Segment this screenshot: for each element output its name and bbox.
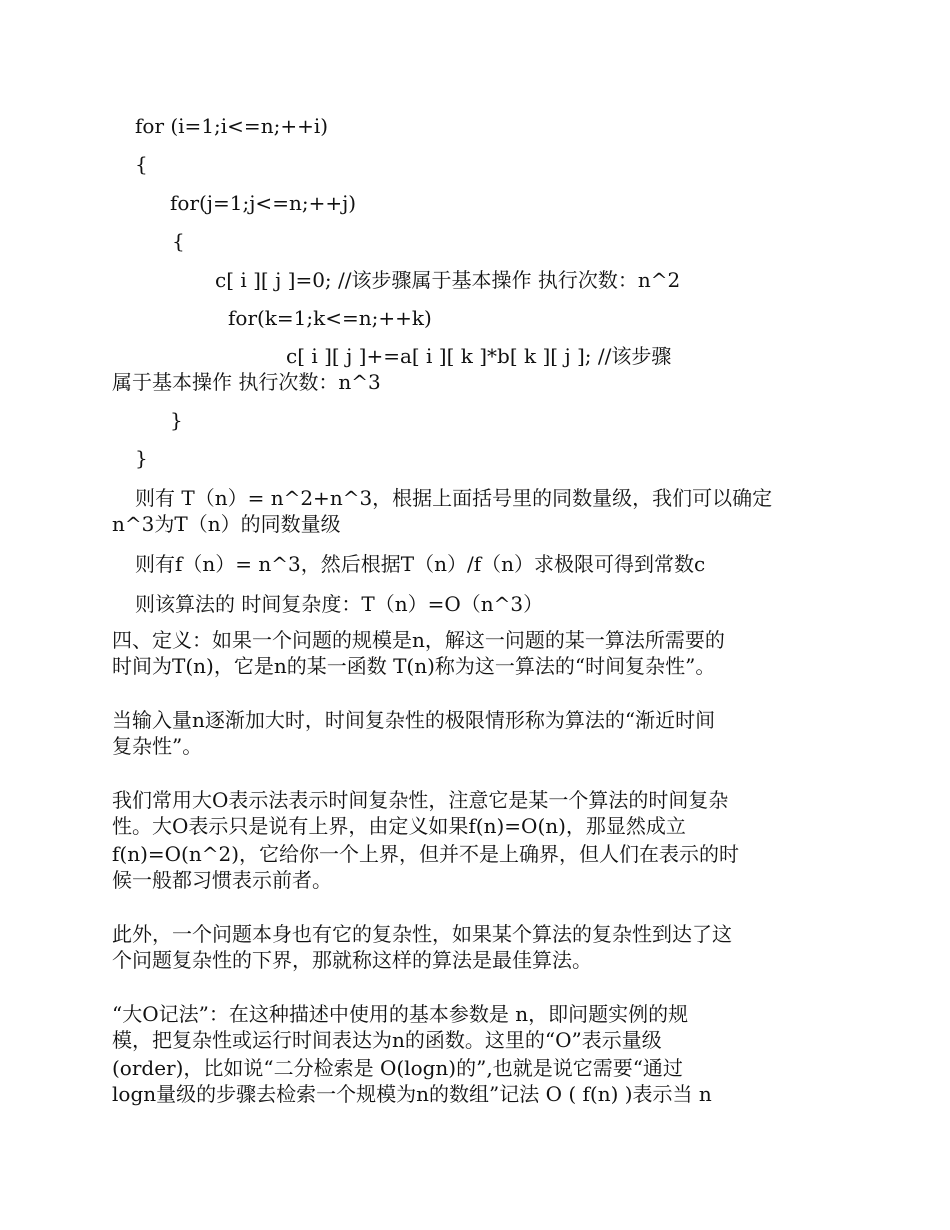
analysis-paragraph-line-2: n^3为T（n）的同数量级	[112, 512, 341, 536]
code-line-outer-for: for (i=1;i<=n;++i)	[135, 114, 329, 138]
definition-line-2: 时间为T(n)，它是n的某一函数 T(n)称为这一算法的“时间复杂性”。	[112, 654, 716, 678]
code-line-middle-for: for(j=1;j<=n;++j)	[170, 191, 357, 215]
code-line-accumulate-statement: c[ i ][ j ]+=a[ i ][ k ]*b[ k ][ j ]; //该步骤	[286, 344, 672, 368]
big-o-notation-line-1: “大O记法”：在这种描述中使用的基本参数是 n，即问题实例的规	[112, 1002, 689, 1026]
code-line-accumulate-comment-wrap: 属于基本操作 执行次数：n^3	[112, 370, 381, 394]
code-line-close-brace-outer: }	[135, 446, 148, 470]
analysis-f-definition: 则有f（n）= n^3，然后根据T（n）/f（n）求极限可得到常数c	[135, 552, 706, 576]
analysis-paragraph-line-1: 则有 T（n）= n^2+n^3，根据上面括号里的同数量级，我们可以确定	[135, 486, 773, 510]
optimal-algorithm-line-1: 此外，一个问题本身也有它的复杂性，如果某个算法的复杂性到达了这	[112, 922, 732, 946]
asymptotic-line-1: 当输入量n逐渐加大时，时间复杂性的极限情形称为算法的“渐近时间	[112, 708, 716, 732]
code-line-inner-for: for(k=1;k<=n;++k)	[228, 306, 432, 330]
code-line-init-statement: c[ i ][ j ]=0; //该步骤属于基本操作 执行次数：n^2	[215, 268, 681, 292]
big-o-notation-line-4: logn量级的步骤去检索一个规模为n的数组”记法 O ( f(n) )表示当 n	[112, 1082, 712, 1106]
code-line-open-brace-outer: {	[135, 152, 148, 176]
big-o-notation-line-3: (order)，比如说“二分检索是 O(logn)的”,也就是说它需要“通过	[112, 1056, 683, 1080]
big-o-notation-line-2: 模，把复杂性或运行时间表达为n的函数。这里的“O”表示量级	[112, 1028, 662, 1052]
asymptotic-line-2: 复杂性”。	[112, 734, 203, 758]
big-o-line-2: 性。大O表示只是说有上界，由定义如果f(n)=O(n)，那显然成立	[112, 814, 686, 838]
big-o-line-1: 我们常用大O表示法表示时间复杂性，注意它是某一个算法的时间复杂	[112, 788, 729, 812]
code-line-close-brace-middle: }	[170, 408, 183, 432]
definition-line-1: 四、定义：如果一个问题的规模是n，解这一问题的某一算法所需要的	[112, 628, 725, 652]
code-line-open-brace-middle: {	[172, 229, 185, 253]
analysis-complexity-result: 则该算法的 时间复杂度：T（n）=O（n^3）	[135, 592, 544, 616]
big-o-line-3: f(n)=O(n^2)，它给你一个上界，但并不是上确界，但人们在表示的时	[112, 842, 740, 866]
optimal-algorithm-line-2: 个问题复杂性的下界，那就称这样的算法是最佳算法。	[112, 948, 592, 972]
big-o-line-4: 候一般都习惯表示前者。	[112, 868, 332, 892]
